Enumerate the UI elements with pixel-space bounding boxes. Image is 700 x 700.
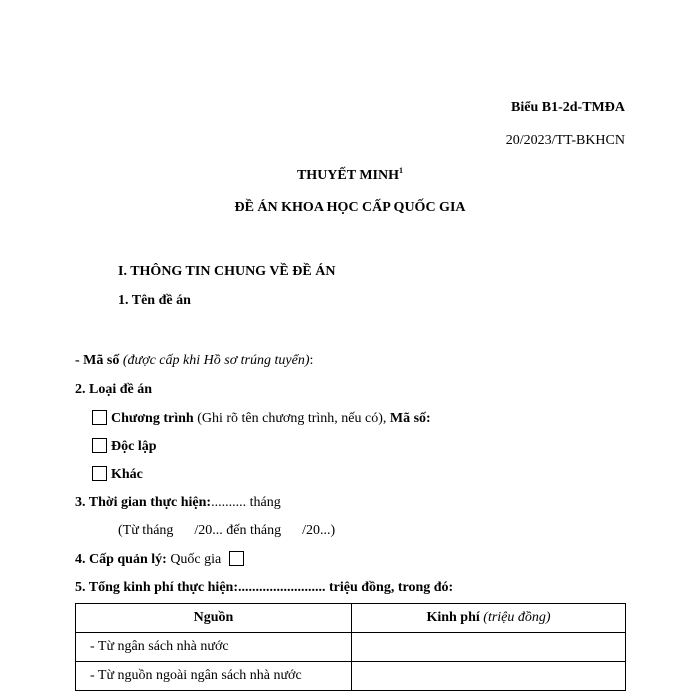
item-management-level: 4. Cấp quản lý: Quốc gia — [75, 551, 248, 568]
source-cell: - Từ ngân sách nhà nước — [76, 633, 352, 662]
source-cell: - Từ nguồn ngoài ngân sách nhà nước — [76, 662, 352, 691]
option-other[interactable]: Khác — [92, 466, 143, 483]
other-checkbox[interactable] — [92, 466, 107, 481]
independent-checkbox[interactable] — [92, 438, 107, 453]
option-program[interactable]: Chương trình (Ghi rõ tên chương trình, nếu có), Mã số: — [92, 410, 431, 427]
funding-table — [75, 603, 626, 691]
program-checkbox[interactable] — [92, 410, 107, 425]
amount-cell[interactable] — [352, 662, 626, 691]
footnote-mark: 1 — [399, 166, 404, 175]
item-total-budget: 5. Tổng kinh phí thực hiện:......................... triệu đồng, trong đó: — [75, 580, 454, 595]
item-project-type: 2. Loại đề án — [75, 382, 153, 397]
national-checkbox[interactable] — [229, 551, 244, 566]
item-duration: 3. Thời gian thực hiện:.......... tháng — [75, 495, 281, 510]
project-code-line: - Mã số (được cấp khi Hồ sơ trúng tuyển): — [75, 353, 314, 368]
amount-cell[interactable] — [352, 633, 626, 662]
form-code: Biểu B1-2d-TMĐA — [511, 100, 625, 115]
option-independent[interactable]: Độc lập — [92, 438, 157, 455]
document-title: THUYẾT MINH$^1$ — [296, 166, 404, 183]
circular-number: 20/2023/TT-BKHCN — [505, 133, 625, 148]
table-row — [76, 662, 626, 691]
header-source: Nguồn — [76, 604, 352, 633]
table-row — [76, 633, 626, 662]
item-project-name: 1. Tên đề án — [118, 293, 191, 308]
table-header-row — [76, 604, 626, 633]
duration-range: (Từ tháng /20... đến tháng /20...) — [118, 523, 336, 538]
header-amount: Kinh phí (triệu đồng) — [352, 604, 626, 633]
section-heading: I. THÔNG TIN CHUNG VỀ ĐỀ ÁN — [118, 264, 336, 279]
document-subtitle: ĐỀ ÁN KHOA HỌC CẤP QUỐC GIA — [234, 200, 466, 215]
